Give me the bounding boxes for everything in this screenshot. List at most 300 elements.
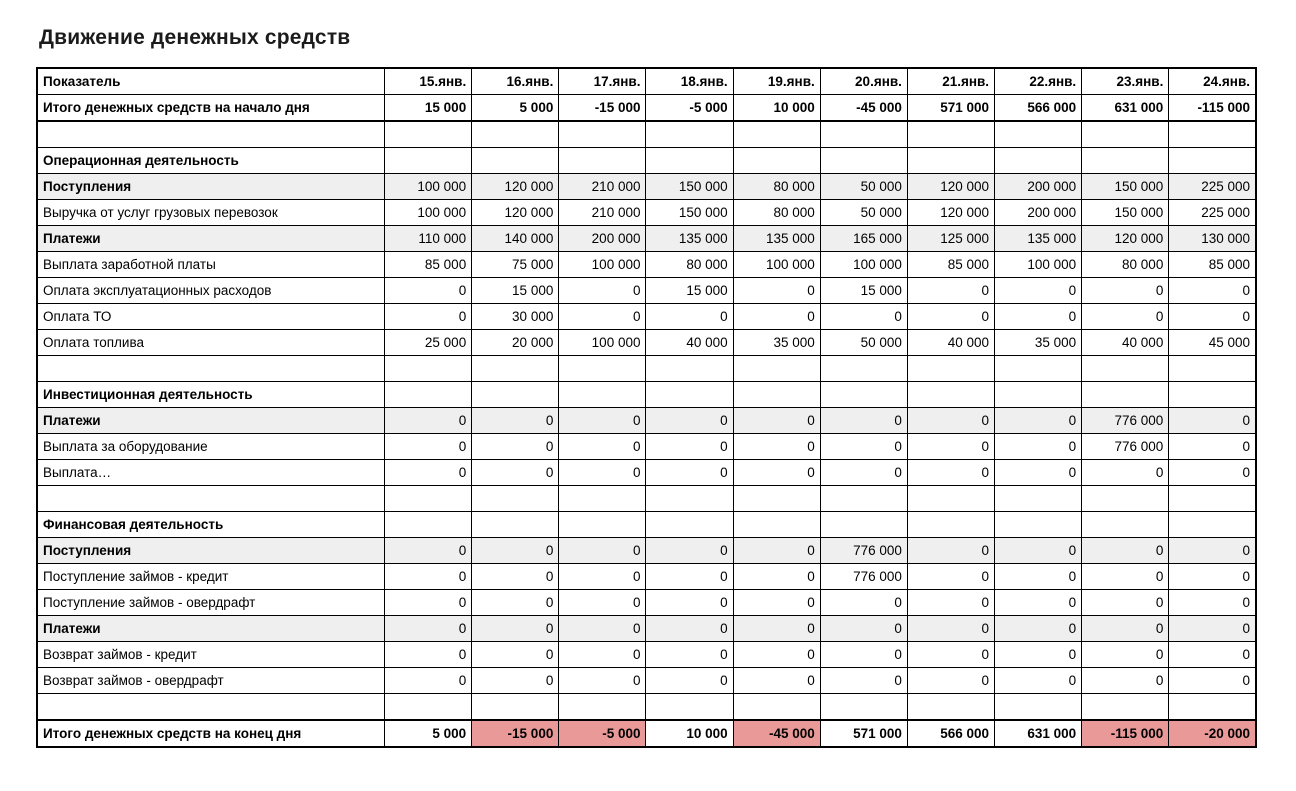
value-cell [995,694,1082,721]
value-cell: 0 [1082,590,1169,616]
value-cell: 0 [559,408,646,434]
cashflow-table [36,67,1257,748]
value-cell [1082,148,1169,174]
value-cell [559,694,646,721]
value-cell: 566 000 [995,95,1082,122]
table-body [37,95,1256,748]
value-cell: 10 000 [646,720,733,747]
value-cell: 0 [907,616,994,642]
value-cell: 135 000 [995,226,1082,252]
value-cell [995,382,1082,408]
value-cell: 135 000 [646,226,733,252]
value-cell: 0 [1169,460,1256,486]
value-cell: 0 [995,460,1082,486]
value-cell: 120 000 [472,174,559,200]
value-cell [820,148,907,174]
value-cell: 85 000 [1169,252,1256,278]
value-cell [907,382,994,408]
value-cell: -15 000 [559,95,646,122]
value-cell: 0 [472,408,559,434]
value-cell: 0 [1169,434,1256,460]
value-cell: 0 [820,616,907,642]
value-cell: 80 000 [646,252,733,278]
value-cell: -45 000 [820,95,907,122]
value-cell: 120 000 [907,200,994,226]
value-cell: 776 000 [1082,408,1169,434]
value-cell: 80 000 [1082,252,1169,278]
value-cell [820,512,907,538]
spacer-row [37,356,1256,382]
value-cell: 0 [1082,668,1169,694]
value-cell: 80 000 [733,200,820,226]
value-cell [820,694,907,721]
row-label-cell: Поступления [37,174,385,200]
value-cell [559,512,646,538]
value-cell: 0 [385,278,472,304]
value-cell [995,486,1082,512]
value-cell: 0 [995,278,1082,304]
value-cell [472,486,559,512]
value-cell: 0 [995,538,1082,564]
row-label-cell: Выручка от услуг грузовых перевозок [37,200,385,226]
row-label-cell: Итого денежных средств на конец дня [37,720,385,747]
value-cell: 0 [907,460,994,486]
value-cell [733,486,820,512]
value-cell [646,694,733,721]
value-cell [820,356,907,382]
value-cell: 15 000 [472,278,559,304]
value-cell: 0 [472,564,559,590]
row-label-cell: Выплата… [37,460,385,486]
column-header-cell: 15.янв. [385,68,472,95]
value-cell: 0 [559,434,646,460]
value-cell: 0 [1082,460,1169,486]
value-cell [472,512,559,538]
value-cell: 0 [472,616,559,642]
value-cell: 0 [820,408,907,434]
value-cell: 0 [559,564,646,590]
value-cell [995,121,1082,148]
value-cell: 225 000 [1169,200,1256,226]
value-cell: 0 [907,564,994,590]
value-cell: 0 [559,668,646,694]
value-cell: 0 [472,434,559,460]
value-cell: 0 [646,304,733,330]
value-cell: 15 000 [820,278,907,304]
value-cell [995,148,1082,174]
row-label-cell [37,356,385,382]
value-cell [646,356,733,382]
value-cell: 100 000 [995,252,1082,278]
value-cell: 100 000 [820,252,907,278]
value-cell: 0 [385,304,472,330]
value-cell: 50 000 [820,330,907,356]
value-cell: 0 [907,642,994,668]
column-header-cell: 24.янв. [1169,68,1256,95]
value-cell: 100 000 [385,200,472,226]
row-label-cell: Выплата за оборудование [37,434,385,460]
row-label-cell [37,694,385,721]
value-cell: 0 [733,408,820,434]
value-cell [559,356,646,382]
value-cell: 0 [907,590,994,616]
page-title: Движение денежных средств [39,26,351,49]
value-cell: 120 000 [1082,226,1169,252]
value-cell: 0 [733,434,820,460]
operating-expenses-row [37,278,1256,304]
value-cell: 0 [995,304,1082,330]
opening-balance-row [37,95,1256,122]
value-cell: 0 [385,538,472,564]
value-cell [559,486,646,512]
value-cell: 200 000 [559,226,646,252]
value-cell [733,148,820,174]
value-cell [646,512,733,538]
value-cell: 571 000 [820,720,907,747]
column-header-cell: 17.янв. [559,68,646,95]
value-cell [1082,694,1169,721]
value-cell: 0 [559,538,646,564]
value-cell: 0 [733,616,820,642]
value-cell [1082,356,1169,382]
value-cell [472,121,559,148]
value-cell: -15 000 [472,720,559,747]
row-label-cell: Возврат займов - кредит [37,642,385,668]
value-cell: 0 [1169,616,1256,642]
value-cell: 0 [820,434,907,460]
value-cell: 0 [995,616,1082,642]
equipment-payment-row [37,434,1256,460]
value-cell: 0 [559,278,646,304]
column-header-cell: 18.янв. [646,68,733,95]
value-cell: 0 [820,304,907,330]
value-cell: 35 000 [733,330,820,356]
value-cell [385,148,472,174]
value-cell: 85 000 [907,252,994,278]
value-cell: 165 000 [820,226,907,252]
value-cell: 0 [995,434,1082,460]
value-cell [385,486,472,512]
value-cell [1169,148,1256,174]
value-cell: 0 [385,434,472,460]
value-cell [472,148,559,174]
row-label-cell: Поступление займов - овердрафт [37,590,385,616]
row-label-cell: Оплата эксплуатационных расходов [37,278,385,304]
value-cell: 75 000 [472,252,559,278]
value-cell: 0 [385,408,472,434]
value-cell: 0 [385,590,472,616]
value-cell: 210 000 [559,200,646,226]
value-cell: 150 000 [646,200,733,226]
value-cell: 35 000 [995,330,1082,356]
value-cell [733,694,820,721]
value-cell: 0 [472,668,559,694]
investing-payments-row [37,408,1256,434]
value-cell [559,148,646,174]
loan-credit-repayment-row [37,642,1256,668]
value-cell: 125 000 [907,226,994,252]
value-cell: 0 [472,642,559,668]
value-cell: 50 000 [820,200,907,226]
value-cell: 0 [995,564,1082,590]
value-cell: 20 000 [472,330,559,356]
value-cell: 0 [559,616,646,642]
value-cell: 135 000 [733,226,820,252]
row-label-cell: Оплата ТО [37,304,385,330]
value-cell: 0 [385,460,472,486]
value-cell: 0 [1082,642,1169,668]
value-cell: 200 000 [995,174,1082,200]
section-financing [37,512,1256,538]
value-cell: 80 000 [733,174,820,200]
value-cell [1169,512,1256,538]
value-cell: 0 [646,642,733,668]
value-cell: 0 [733,304,820,330]
value-cell [1169,694,1256,721]
value-cell: 0 [559,460,646,486]
value-cell: 200 000 [995,200,1082,226]
value-cell: 0 [646,616,733,642]
value-cell: -5 000 [559,720,646,747]
freight-revenue-row [37,200,1256,226]
value-cell [472,382,559,408]
value-cell: 45 000 [1169,330,1256,356]
value-cell: 0 [1082,564,1169,590]
value-cell [820,121,907,148]
row-label-cell: Поступление займов - кредит [37,564,385,590]
column-header-cell: 23.янв. [1082,68,1169,95]
value-cell: 0 [472,538,559,564]
value-cell: 110 000 [385,226,472,252]
value-cell: 0 [472,590,559,616]
value-cell: 0 [907,278,994,304]
value-cell: 150 000 [646,174,733,200]
value-cell: 50 000 [820,174,907,200]
value-cell [385,382,472,408]
value-cell [820,486,907,512]
value-cell: 0 [1169,668,1256,694]
value-cell: 130 000 [1169,226,1256,252]
value-cell: 0 [1082,278,1169,304]
row-label-cell [37,486,385,512]
value-cell: 0 [1169,538,1256,564]
row-label-cell: Итого денежных средств на начало дня [37,95,385,122]
value-cell: 0 [385,564,472,590]
loan-overdraft-repayment-row [37,668,1256,694]
value-cell: 0 [733,460,820,486]
value-cell: 0 [1169,304,1256,330]
spacer-row [37,486,1256,512]
row-label-cell: Платежи [37,408,385,434]
value-cell: -20 000 [1169,720,1256,747]
value-cell: 0 [1169,590,1256,616]
value-cell: 0 [907,668,994,694]
value-cell: 5 000 [472,95,559,122]
value-cell [646,121,733,148]
value-cell [907,512,994,538]
row-label-cell: Поступления [37,538,385,564]
column-header-cell: 16.янв. [472,68,559,95]
value-cell [646,382,733,408]
value-cell: 0 [646,590,733,616]
value-cell [1169,486,1256,512]
value-cell: 0 [385,668,472,694]
value-cell: 0 [559,590,646,616]
value-cell: -45 000 [733,720,820,747]
value-cell [385,356,472,382]
value-cell: 776 000 [820,564,907,590]
value-cell: 0 [733,668,820,694]
value-cell: 30 000 [472,304,559,330]
row-label-cell: Выплата заработной платы [37,252,385,278]
fuel-payment-row [37,330,1256,356]
value-cell: 0 [1169,278,1256,304]
value-cell: 100 000 [559,252,646,278]
value-cell [907,356,994,382]
value-cell: 0 [1082,304,1169,330]
value-cell [733,382,820,408]
loan-overdraft-inflow-row [37,590,1256,616]
value-cell [1082,382,1169,408]
value-cell [1169,356,1256,382]
value-cell [559,382,646,408]
value-cell: 150 000 [1082,174,1169,200]
value-cell [646,486,733,512]
value-cell: 15 000 [646,278,733,304]
row-label-cell: Операционная деятельность [37,148,385,174]
value-cell: 0 [1082,616,1169,642]
value-cell: 25 000 [385,330,472,356]
value-cell [733,121,820,148]
value-cell [733,512,820,538]
value-cell: -5 000 [646,95,733,122]
value-cell [907,486,994,512]
value-cell: 631 000 [995,720,1082,747]
value-cell: 0 [820,668,907,694]
value-cell: 0 [646,434,733,460]
table-header [37,68,1256,95]
value-cell: 0 [733,278,820,304]
header-label-cell: Показатель [37,68,385,95]
value-cell: 40 000 [1082,330,1169,356]
value-cell: 0 [1169,642,1256,668]
value-cell: 0 [1169,408,1256,434]
value-cell: 0 [385,642,472,668]
value-cell: 0 [646,564,733,590]
spacer-row [37,694,1256,721]
row-label-cell: Оплата топлива [37,330,385,356]
value-cell: 0 [820,460,907,486]
value-cell: 0 [995,590,1082,616]
value-cell [907,121,994,148]
value-cell: 0 [646,408,733,434]
operating-payments-row [37,226,1256,252]
row-label-cell: Платежи [37,226,385,252]
value-cell: 0 [820,590,907,616]
value-cell [559,121,646,148]
value-cell: 0 [559,642,646,668]
value-cell: 0 [907,434,994,460]
value-cell [820,382,907,408]
spacer-row [37,121,1256,148]
value-cell: 0 [1082,538,1169,564]
value-cell: 0 [733,538,820,564]
value-cell: 210 000 [559,174,646,200]
value-cell [733,356,820,382]
value-cell: 140 000 [472,226,559,252]
value-cell: 15 000 [385,95,472,122]
value-cell: 150 000 [1082,200,1169,226]
value-cell: 100 000 [733,252,820,278]
value-cell [385,121,472,148]
value-cell: 120 000 [472,200,559,226]
value-cell: 225 000 [1169,174,1256,200]
value-cell: 0 [733,564,820,590]
value-cell: 100 000 [559,330,646,356]
value-cell: 85 000 [385,252,472,278]
value-cell: 0 [733,590,820,616]
value-cell [1082,512,1169,538]
value-cell [385,512,472,538]
value-cell: 0 [995,668,1082,694]
value-cell [907,148,994,174]
value-cell: 0 [472,460,559,486]
value-cell [907,694,994,721]
value-cell: 0 [385,616,472,642]
value-cell: 0 [733,642,820,668]
maintenance-payment-row [37,304,1256,330]
value-cell: 10 000 [733,95,820,122]
section-operating [37,148,1256,174]
row-label-cell [37,121,385,148]
value-cell: 0 [995,408,1082,434]
value-cell: 0 [1169,564,1256,590]
value-cell: 0 [907,304,994,330]
value-cell: 0 [646,668,733,694]
value-cell: 120 000 [907,174,994,200]
value-cell: 566 000 [907,720,994,747]
table-header-row [37,68,1256,95]
row-label-cell: Возврат займов - овердрафт [37,668,385,694]
section-investing [37,382,1256,408]
value-cell: 776 000 [1082,434,1169,460]
value-cell: -115 000 [1082,720,1169,747]
column-header-cell: 21.янв. [907,68,994,95]
column-header-cell: 20.янв. [820,68,907,95]
value-cell: 0 [559,304,646,330]
value-cell: 40 000 [646,330,733,356]
value-cell: 0 [820,642,907,668]
value-cell: 631 000 [1082,95,1169,122]
column-header-cell: 22.янв. [995,68,1082,95]
value-cell [995,512,1082,538]
value-cell [385,694,472,721]
financing-inflows-row [37,538,1256,564]
value-cell [1082,121,1169,148]
value-cell: 40 000 [907,330,994,356]
value-cell: 100 000 [385,174,472,200]
value-cell: 0 [646,538,733,564]
column-header-cell: 19.янв. [733,68,820,95]
value-cell: 0 [907,408,994,434]
value-cell [995,356,1082,382]
value-cell [1169,121,1256,148]
closing-balance-row [37,720,1256,747]
value-cell: 776 000 [820,538,907,564]
value-cell: 571 000 [907,95,994,122]
value-cell [1169,382,1256,408]
salary-payment-row [37,252,1256,278]
